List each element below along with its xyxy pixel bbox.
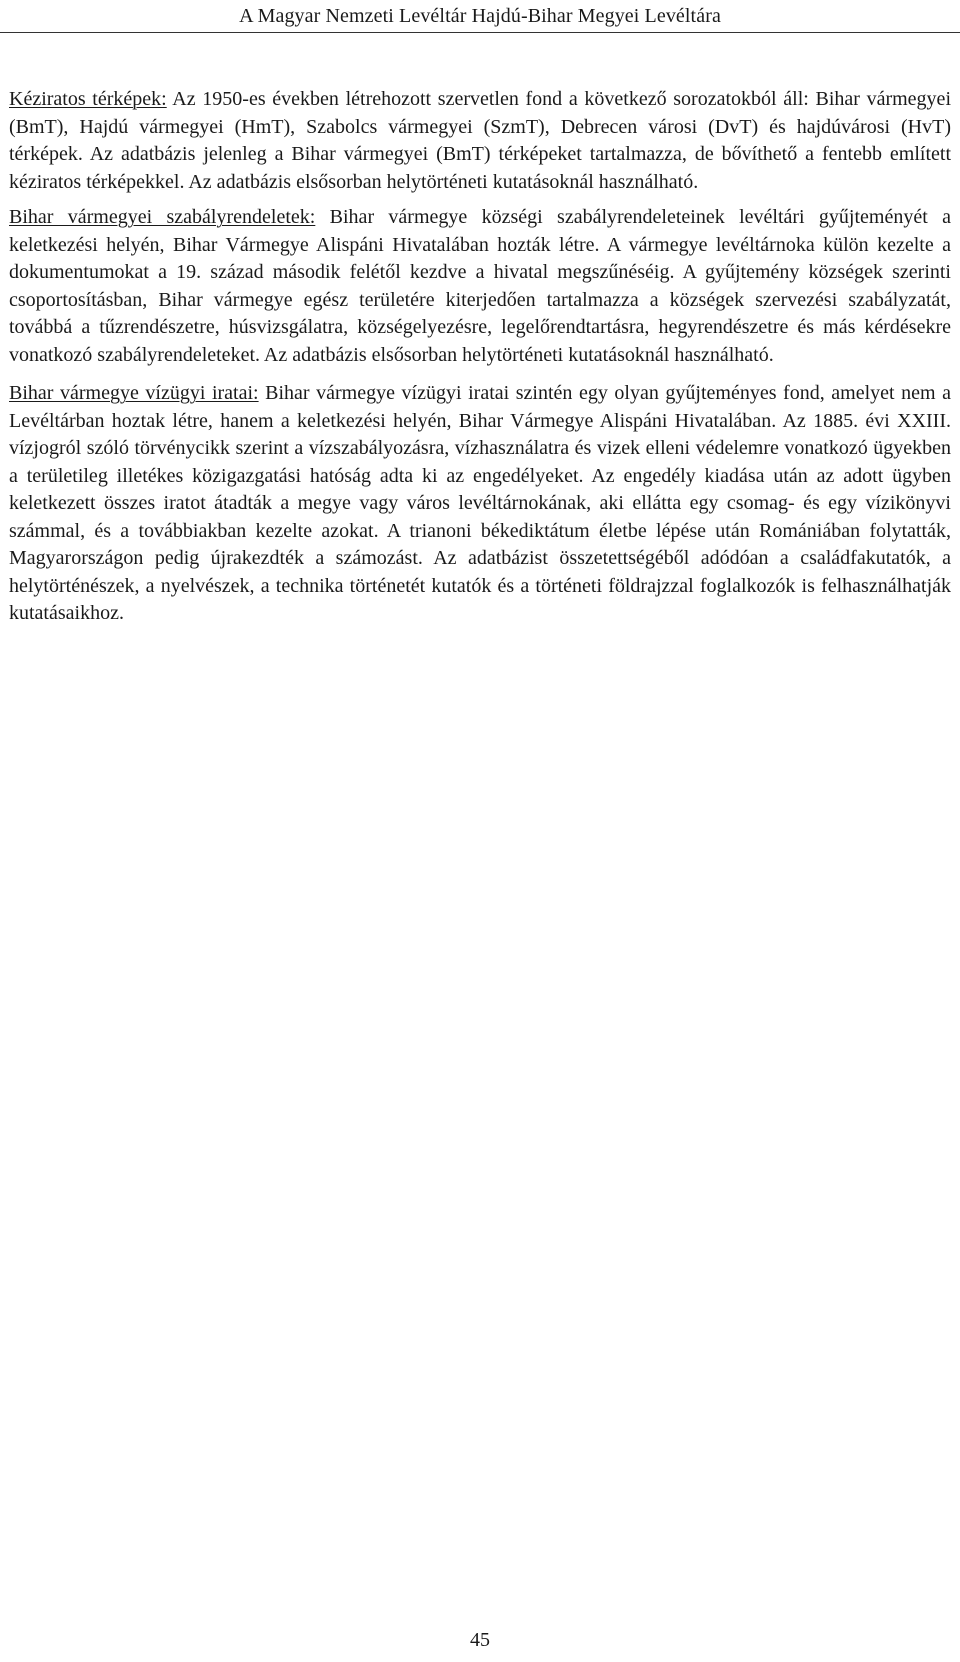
paragraph-text: Bihar vármegye vízügyi iratai szintén egy olyan gyűjteményes fond, amelyet nem a Levéltárban hoztak létre, hanem a keletkezési helyén, Bihar Vármegye Alispáni Hivatalában. Az 1885. évi XXIII. vízjogról szóló törvénycikk szerint a vízszabályozásra, vízhasználatra és vizek elleni védelemre vonatkozó ügyekben a területileg illetékes közigazgatási hatóság adta ki az engedélyeket. Az engedély kiadása után az adott ügyben keletkezett összes iratot átadták a megye vagy város levéltárnokának, aki ellátta egy csomag- és egy vízikönyvi számmal, és a továbbiakban kezelte azokat. A trianoni békediktátum életbe lépése után Romániában folytatták, Magyarországon pedig újrakezdték a számozást. Az adatbázist összetettségéből adódóan a családfakutatók, a helytörténészek, a nyelvészek, a technika történetét kutatók és a történeti földrajzzal foglalkozók is felhasználhatják kutatásaikhoz. (9, 382, 951, 624)
paragraph-title: Bihar vármegye vízügyi iratai: (9, 382, 259, 404)
paragraph-title: Bihar vármegyei szabályrendeletek: (9, 206, 316, 228)
paragraph-bihar-szabályrendeletek (9, 204, 951, 369)
paragraph-title: Kéziratos térképek: (9, 88, 167, 110)
paragraph-text: Az 1950-es években létrehozott szervetlen fond a következő sorozatokból áll: Bihar vármegyei (BmT), Hajdú vármegyei (HmT), Szabolcs vármegyei (SzmT), Debrecen városi (DvT) és hajdúvárosi (HvT) térképek. Az adatbázis jelenleg a Bihar vármegyei (BmT) térképeket tartalmazza, de bővíthető a fentebb említett kéziratos térképekkel. Az adatbázis elsősorban helytörténeti kutatásoknál használható. (9, 88, 951, 193)
page-body (9, 86, 951, 628)
paragraph-kéziratos-térképek (9, 86, 951, 196)
running-header: A Magyar Nemzeti Levéltár Hajdú-Bihar Megyei Levéltára (239, 5, 721, 27)
page-number: 45 (470, 1629, 490, 1651)
paragraph-bihar-vízügyi-iratai (9, 380, 951, 628)
paragraph-text: Bihar vármegye községi szabályrendeleteinek levéltári gyűjteményét a keletkezési helyén, Bihar Vármegye Alispáni Hivatalában hozták létre. A vármegye levéltárnoka külön kezelte a dokumentumokat a 19. század második felétől kezdve a hivatal megszűnéséig. A gyűjtemény községek szerinti csoportosításban, Bihar vármegye egész területére kiterjedően tartalmazza a községek szervezési szabályzatát, továbbá a tűzrendészetre, húsvizsgálatra, községelyezésre, legelőrendtartásra, hegyrendészetre és más kérdésekre vonatkozó szabályrendeleteket. Az adatbázis elsősorban helytörténeti kutatásoknál használható. (9, 206, 951, 366)
header-divider (0, 32, 960, 33)
